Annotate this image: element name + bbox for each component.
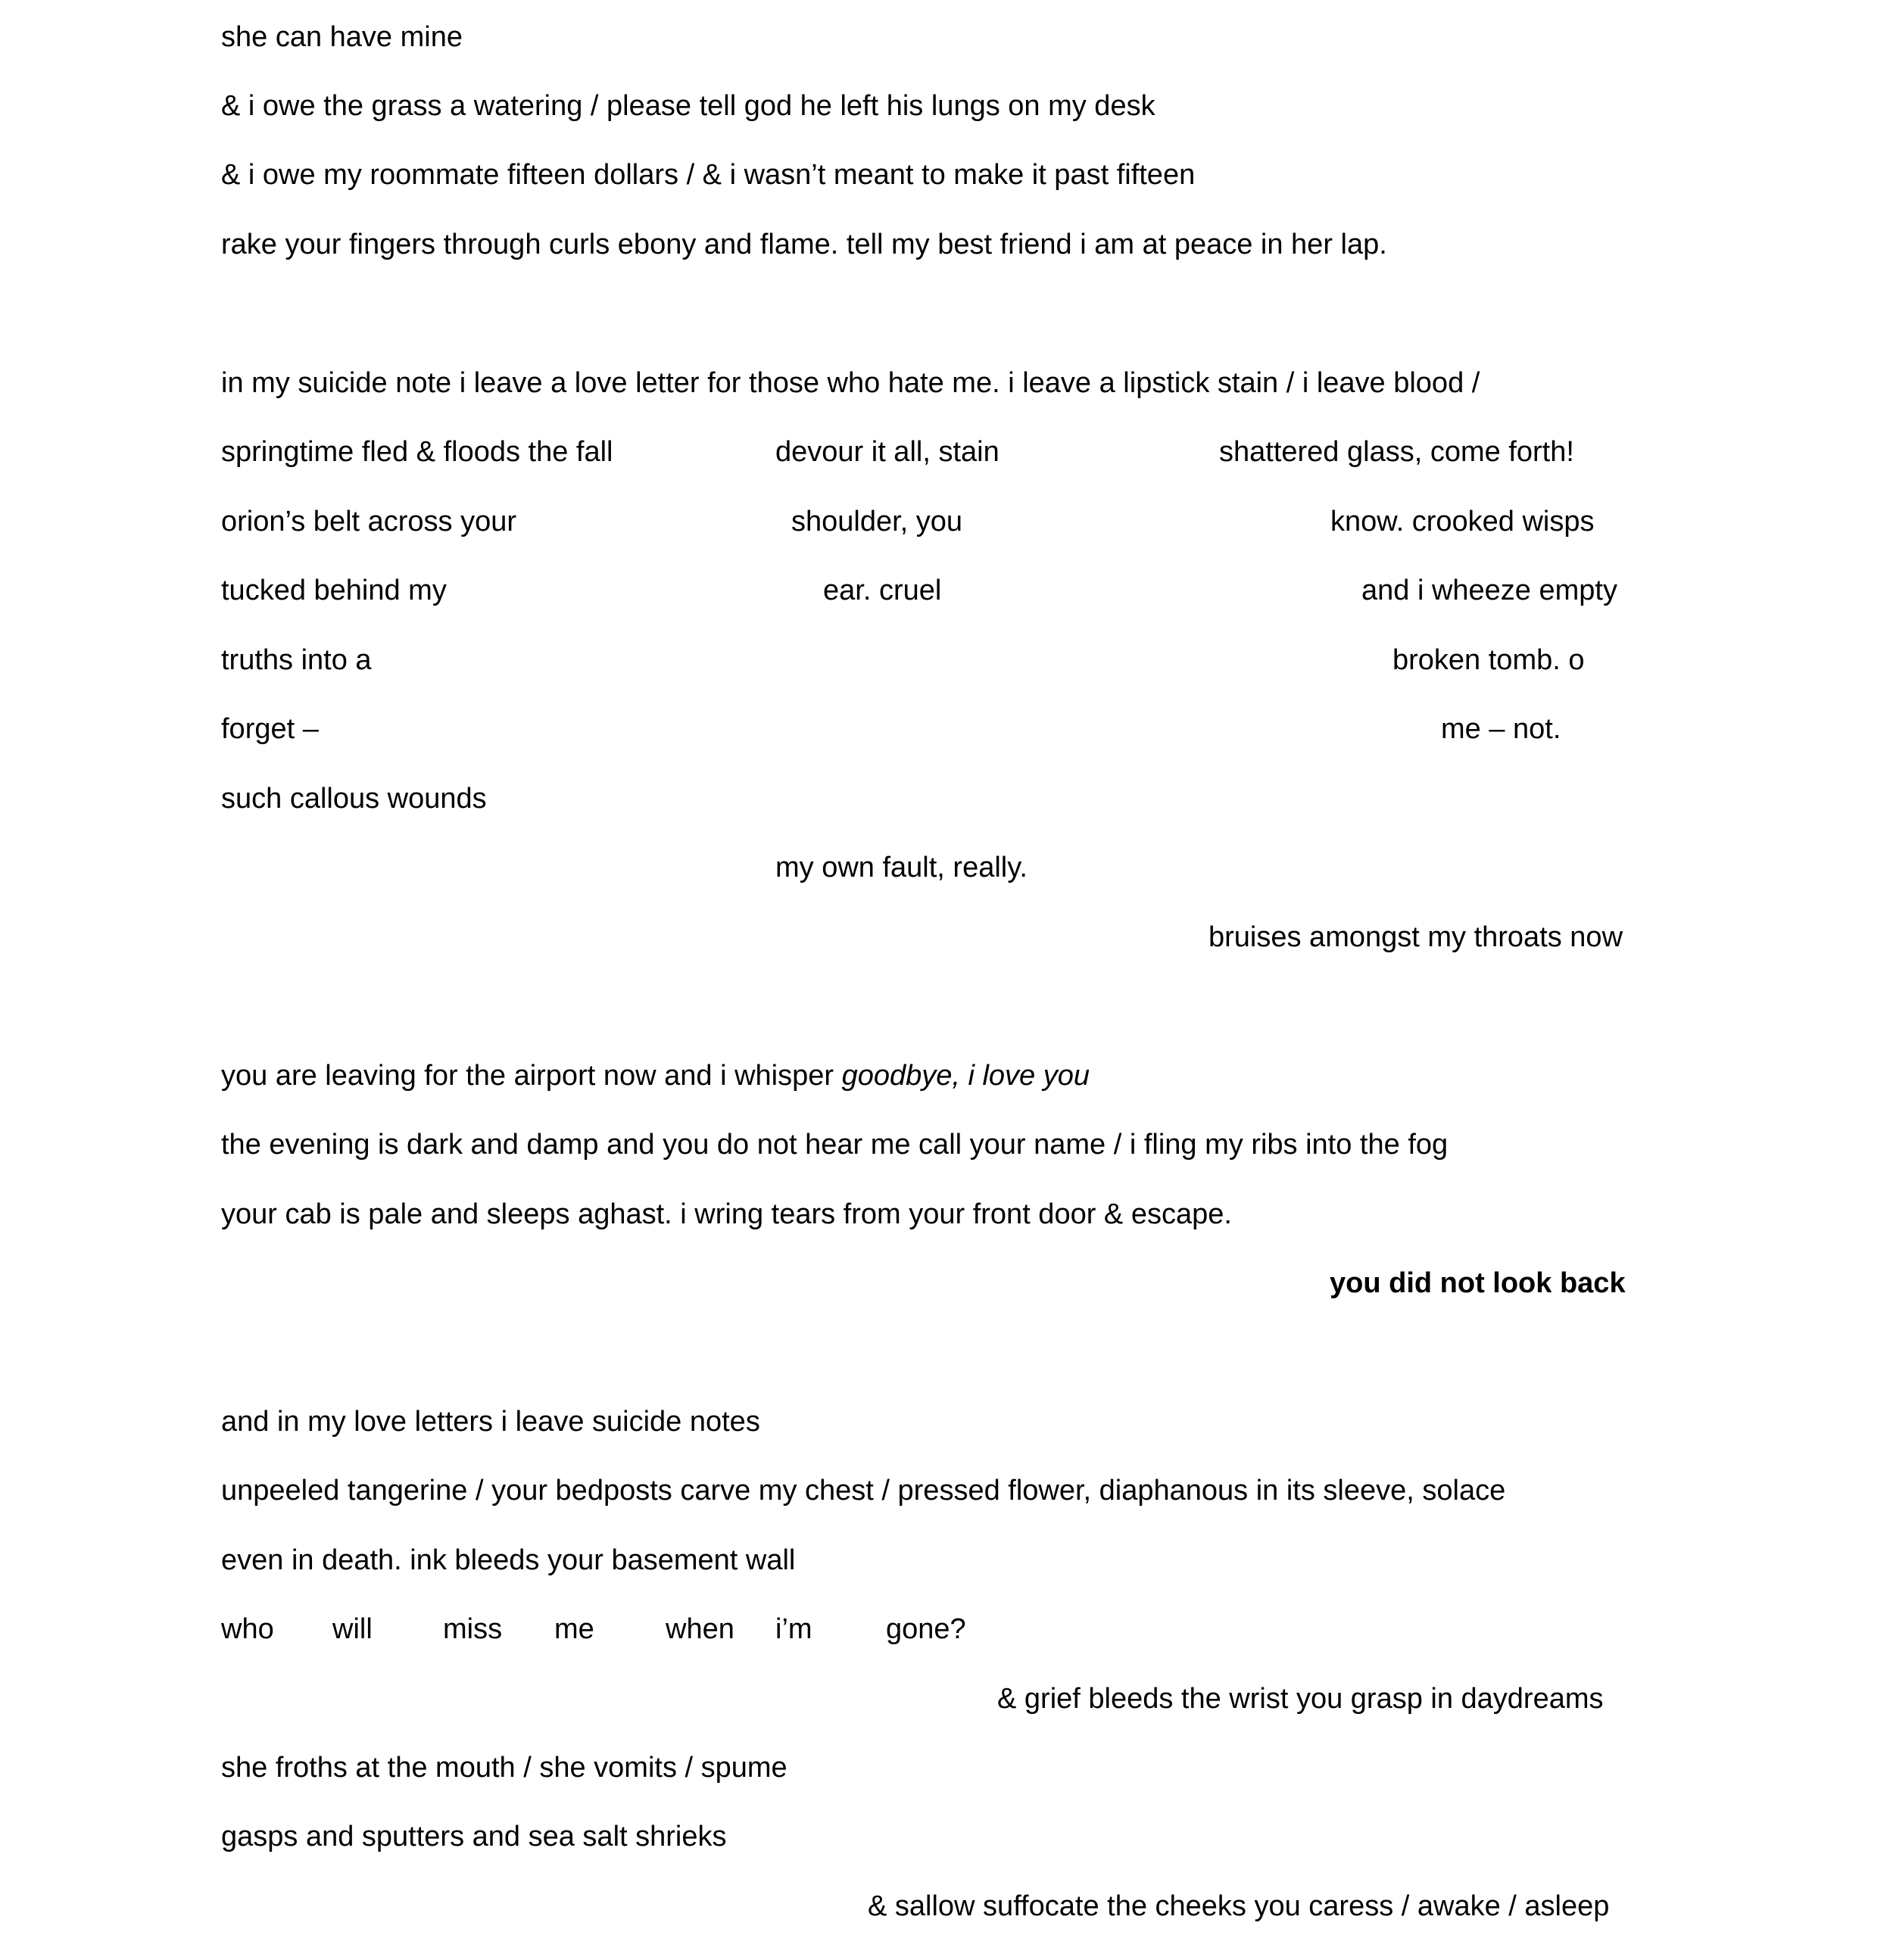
poem-line-col1: springtime fled & floods the fall — [221, 436, 613, 468]
poem-word: when — [666, 1613, 734, 1645]
poem-line: the evening is dark and damp and you do not hear me call your name / i fling my ribs into the fog — [221, 1129, 1449, 1161]
poem-line — [221, 1058, 1090, 1093]
poem-line: even in death. ink bleeds your basement wall — [221, 1544, 796, 1576]
poem-line-col3: broken tomb. o — [1392, 644, 1585, 676]
poem-word: gone? — [886, 1613, 966, 1645]
poem-line-col3: shattered glass, come forth! — [1219, 436, 1574, 468]
poem-line-col3: bruises amongst my throats now — [1208, 921, 1623, 953]
poem-word: who — [221, 1613, 274, 1645]
poem-line: & i owe my roommate fifteen dollars / & i wasn’t meant to make it past fifteen — [221, 159, 1196, 191]
poem-line: she froths at the mouth / she vomits / spume — [221, 1752, 787, 1784]
poem-text-italic: goodbye, i love you — [841, 1060, 1090, 1092]
poem-line-col2: devour it all, stain — [775, 436, 1000, 468]
poem-line: in my suicide note i leave a love letter for those who hate me. i leave a lipstick stain / i leave blood / — [221, 367, 1480, 399]
poem-line-col1: forget – — [221, 713, 319, 745]
poem-line-col1: such callous wounds — [221, 783, 487, 815]
poem-line-col1: orion’s belt across your — [221, 506, 517, 538]
poem-line-col2: shoulder, you — [791, 506, 963, 538]
poem-line-col2: my own fault, really. — [775, 852, 1028, 883]
poem-line: & grief bleeds the wrist you grasp in daydreams — [997, 1683, 1604, 1715]
poem-line-col1: tucked behind my — [221, 575, 447, 606]
poem-line: she can have mine — [221, 21, 463, 53]
poem-word: me — [554, 1613, 594, 1645]
poem-line: & sallow suffocate the cheeks you caress / awake / asleep — [868, 1890, 1610, 1922]
poem-line: & i owe the grass a watering / please tell god he left his lungs on my desk — [221, 90, 1155, 122]
poem-line-bold: you did not look back — [1330, 1267, 1626, 1299]
poem-word: miss — [443, 1613, 503, 1645]
poem-word: will — [332, 1613, 373, 1645]
poem-line-col3: know. crooked wisps — [1330, 506, 1595, 538]
poem-text: you are leaving for the airport now and i whisper — [221, 1060, 842, 1092]
poem-line: gasps and sputters and sea salt shrieks — [221, 1821, 727, 1852]
poem-line: and in my love letters i leave suicide notes — [221, 1406, 760, 1438]
poem-line: unpeeled tangerine / your bedposts carve my chest / pressed flower, diaphanous in its sleeve, solace — [221, 1475, 1506, 1507]
poem-line-col2: ear. cruel — [823, 575, 942, 606]
poem-line-col1: truths into a — [221, 644, 372, 676]
poem-line-col3: and i wheeze empty — [1361, 575, 1617, 606]
poem-line-col3: me – not. — [1441, 713, 1561, 745]
poem-line: rake your fingers through curls ebony and flame. tell my best friend i am at peace in her lap. — [221, 229, 1387, 260]
poem-word: i’m — [775, 1613, 812, 1645]
poem-line: your cab is pale and sleeps aghast. i wring tears from your front door & escape. — [221, 1198, 1232, 1230]
